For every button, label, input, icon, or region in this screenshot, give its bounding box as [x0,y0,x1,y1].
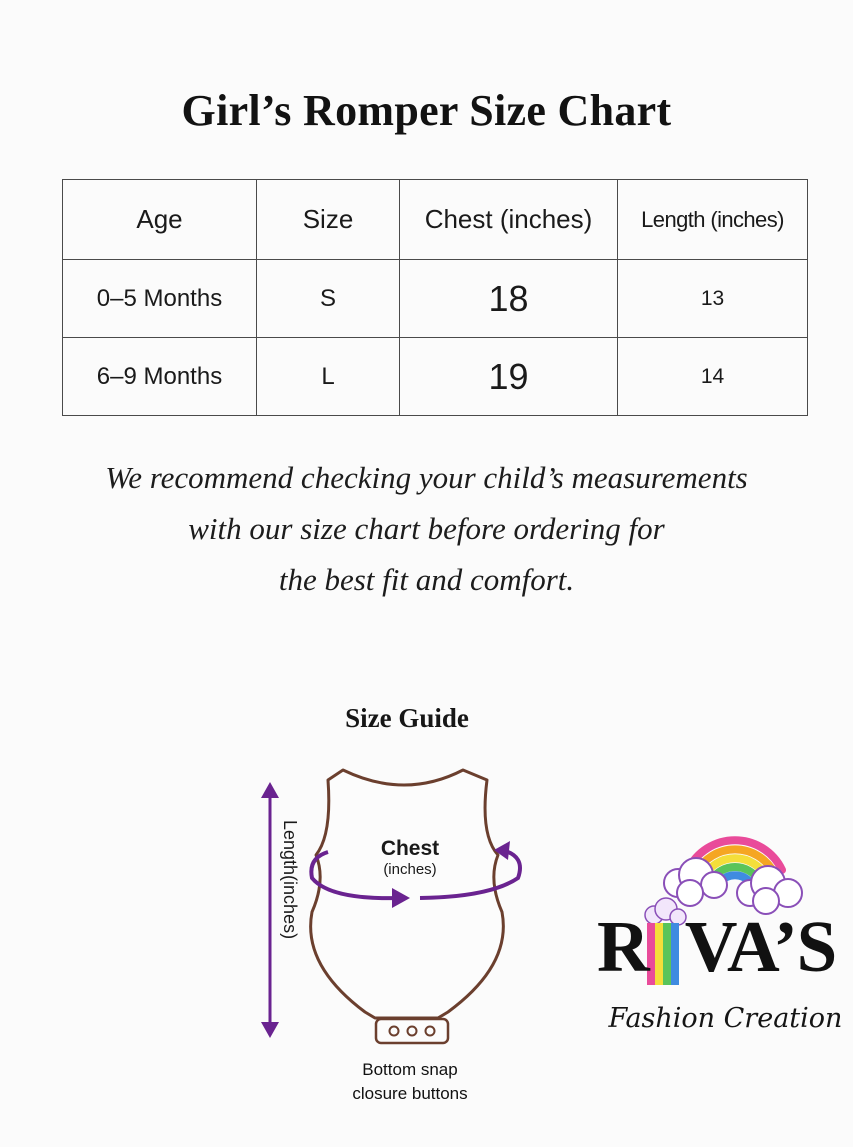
cell-size: L [257,338,400,416]
brand-name [597,905,853,989]
cell-age: 0–5 Months [63,260,257,338]
brand-name-rest: VA’S [684,906,837,987]
caption-line: Bottom snap [362,1060,458,1079]
cell-chest: 19 [400,338,618,416]
cell-age: 6–9 Months [63,338,257,416]
cell-length: 14 [618,338,808,416]
size-guide-title: Size Guide [345,703,469,733]
page-title: Girl’s Romper Size Chart [181,86,672,135]
table-header-row [63,180,808,260]
caption-line: closure buttons [352,1084,468,1103]
table-row [63,338,808,416]
fit-recommendation-note [0,452,853,605]
note-line: with our size chart before ordering for [188,511,665,546]
header-length: Length (inches) [618,180,808,260]
note-line: We recommend checking your child’s measurements [105,460,748,495]
snap-closure-caption [320,1058,500,1106]
length-label: Length(inches) [280,820,300,940]
brand-letter-r: R [597,906,649,987]
snap-tab [376,1019,448,1043]
chest-unit-label: (inches) [383,861,437,878]
table-row [63,260,808,338]
size-chart-table [62,179,808,416]
cell-length: 13 [618,260,808,338]
brand-tagline: Fashion Creation [608,1003,843,1034]
header-size: Size [257,180,400,260]
header-chest: Chest (inches) [400,180,618,260]
romper-diagram [250,760,550,1050]
cell-chest: 18 [400,260,618,338]
length-arrow [261,782,279,1038]
cell-size: S [257,260,400,338]
chest-label: Chest [380,837,440,860]
note-line: the best fit and comfort. [278,562,575,597]
header-age: Age [63,180,257,260]
